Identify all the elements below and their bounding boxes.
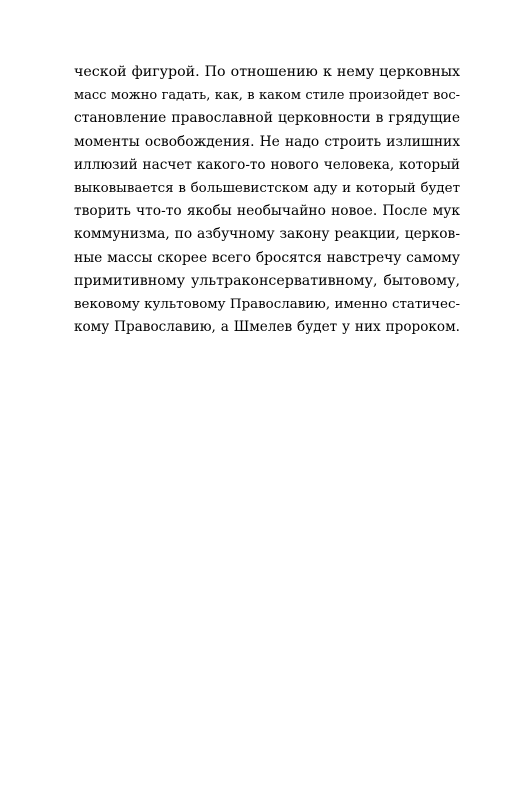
text-line: моменты освобождения. Не надо строить излишних <box>74 133 460 150</box>
text-line: становление православной церковности в грядущие <box>74 110 460 127</box>
text-line: иллюзий насчет какого-то нового человека, который <box>74 156 460 173</box>
text-line: ные массы скорее всего бросятся навстречу самому <box>74 249 460 266</box>
text-line: ческой фигурой. По отношению к нему церковных <box>74 64 460 80</box>
text-line: кому Православию, а Шмелев будет у них пророком. <box>74 319 460 336</box>
body-paragraph <box>74 61 460 339</box>
text-line: вековому культовому Православию, именно статичес- <box>74 296 460 312</box>
text-line: коммунизма, по азбучному закону реакции, церков- <box>74 226 460 243</box>
text-line: выковывается в большевистском аду и который будет <box>74 180 460 196</box>
text-line: масс можно гадать, как, в каком стиле произойдет вос- <box>74 88 460 104</box>
text-line: творить что-то якобы необычайно новое. После мук <box>74 203 460 220</box>
text-line: примитивному ультраконсервативному, бытовому, <box>74 272 460 289</box>
